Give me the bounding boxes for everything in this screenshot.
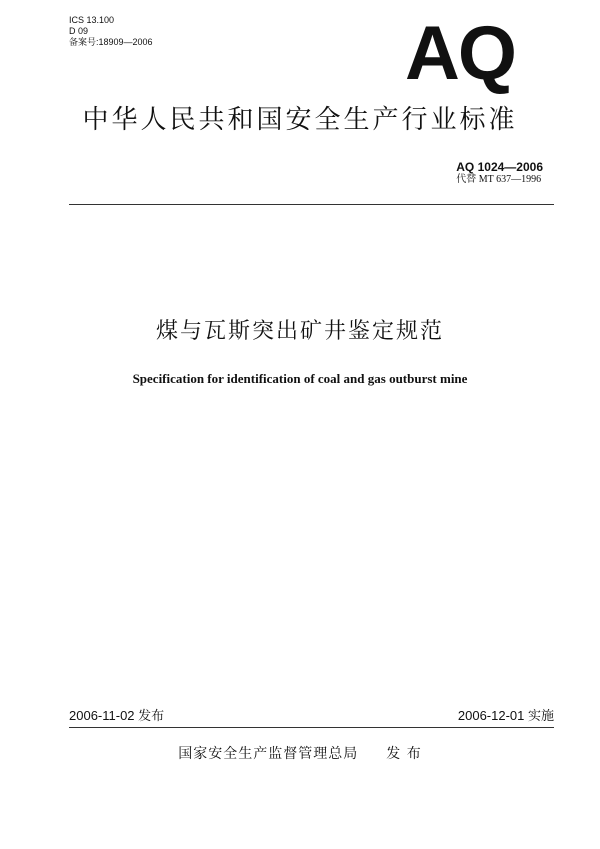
document-title-en: Specification for identification of coal and gas outburst mine	[132, 371, 468, 386]
effective-date: 2006-12-01 实施	[457, 708, 554, 723]
issuer-line	[0, 745, 600, 763]
issuer-name: 国家安全生产监督管理总局	[178, 746, 359, 762]
standard-metadata	[69, 15, 153, 48]
document-title-cn: 煤与瓦斯突出矿井鉴定规范	[155, 319, 444, 344]
aq-logo: AQ	[405, 11, 515, 96]
standard-category-title: 中华人民共和国安全生产行业标准	[82, 105, 518, 135]
ics-code: ICS 13.100	[69, 15, 115, 25]
issue-label: 发 布	[386, 746, 422, 762]
category-code: D 09	[69, 26, 89, 36]
standard-number: AQ 1024—2006	[456, 160, 543, 174]
bottom-divider	[69, 727, 554, 728]
replaces-standard: 代替 MT 637—1996	[456, 174, 542, 185]
standard-code-block	[456, 160, 543, 186]
record-number: 备案号:18909—2006	[69, 37, 153, 47]
top-divider	[69, 204, 554, 205]
issue-date: 2006-11-02 发布	[69, 708, 165, 723]
